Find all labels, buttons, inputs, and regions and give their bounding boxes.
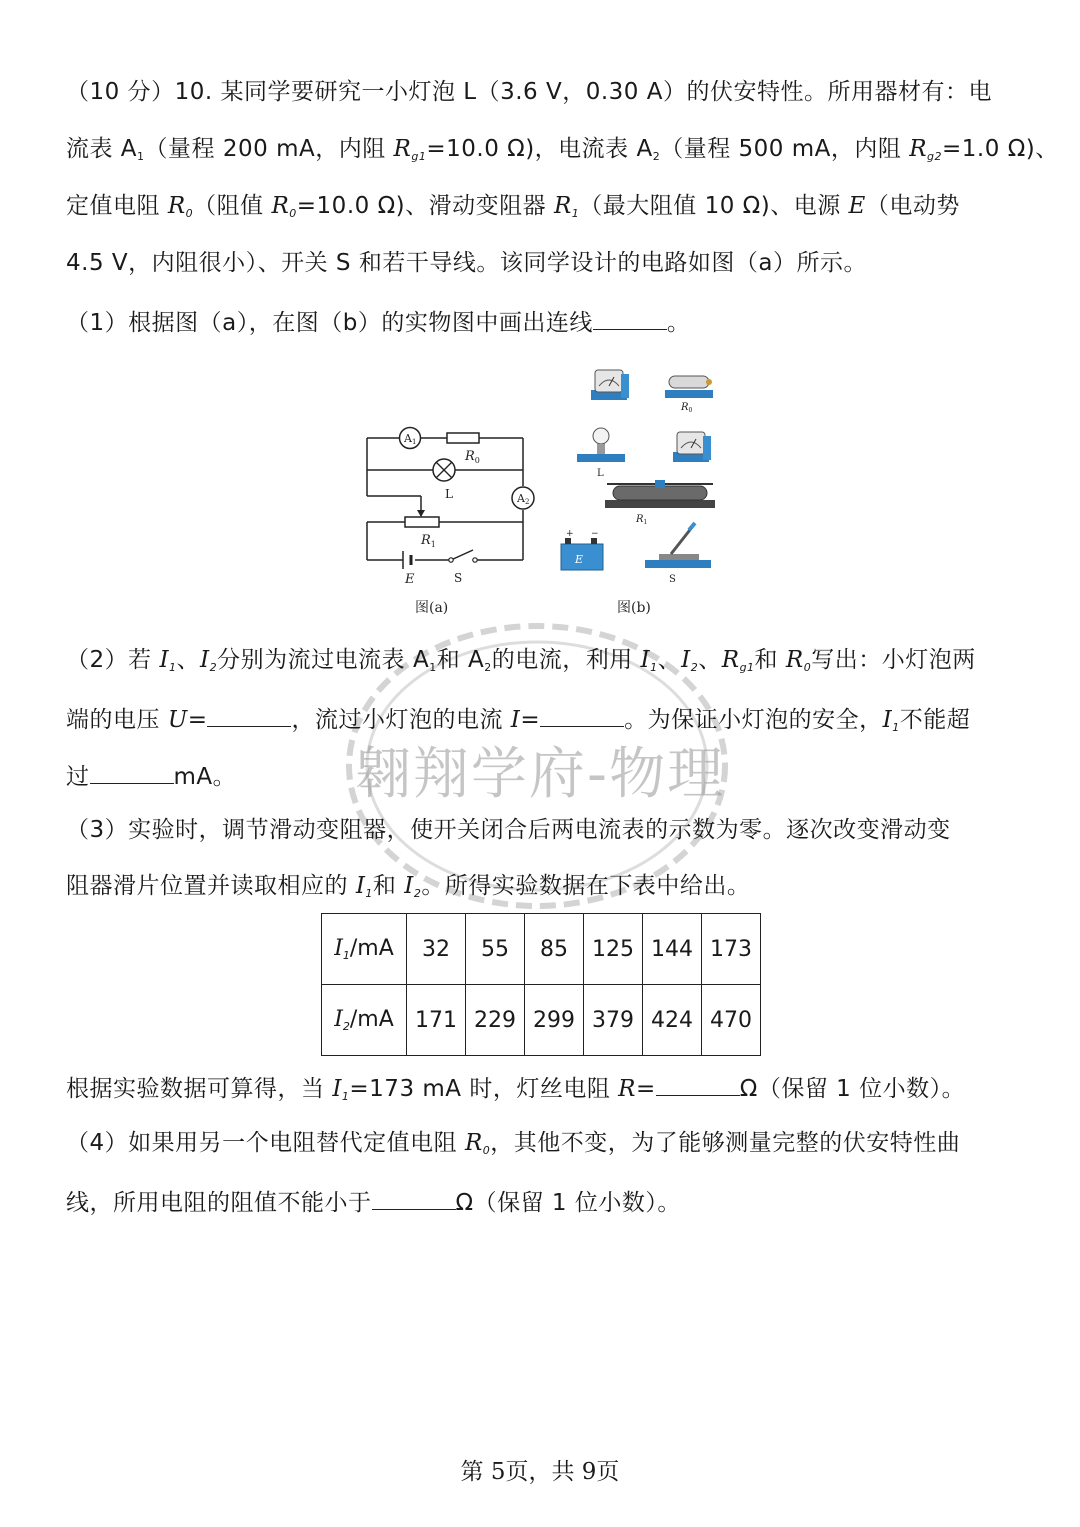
- question-line-1: （10 分）10. 某同学要研究一小灯泡 L（3.6 V，0.30 A）的伏安特性。所用器材有：电: [66, 79, 992, 105]
- part2-line-3: 过 mA。: [66, 759, 236, 792]
- table-header-i2: $I_2/mA$: [322, 985, 407, 1056]
- table-row-i1: [322, 914, 761, 985]
- resistor-r0-symbol: [447, 433, 480, 465]
- table-cell: 379: [584, 985, 643, 1056]
- switch-s-symbol: [449, 558, 477, 585]
- table-cell: 85: [525, 914, 584, 985]
- table-cell: 173: [702, 914, 761, 985]
- lamp-l-symbol: [433, 459, 455, 501]
- part4-line-1: （4）如果用另一个电阻替代定值电阻 $R_0$，其他不变，为了能够测量完整的伏安特性曲: [66, 1130, 961, 1157]
- answer-blank-current[interactable]: [540, 702, 624, 727]
- svg-text:R0: $R_0$: [681, 402, 693, 414]
- page-footer: 第 5页，共 9页: [460, 1459, 620, 1485]
- apparatus-ammeter-2: [673, 432, 711, 462]
- table-cell: 55: [466, 914, 525, 985]
- table-cell: 424: [643, 985, 702, 1056]
- caption-b: 图(b): [617, 600, 651, 616]
- table-cell: 125: [584, 914, 643, 985]
- apparatus-lamp: [577, 428, 625, 479]
- apparatus-resistor-r0: [665, 376, 713, 414]
- svg-text:+: +: [566, 529, 574, 539]
- part3-line-3: 根据实验数据可算得，当 $I_1=173$ mA 时，灯丝电阻 R= Ω（保留 1 位小数）。: [66, 1071, 965, 1112]
- figure-area: [355, 360, 725, 620]
- answer-blank-resistance[interactable]: [656, 1071, 740, 1096]
- svg-text:A2: A2: [517, 492, 530, 506]
- table-cell: 470: [702, 985, 761, 1056]
- table-cell: 229: [466, 985, 525, 1056]
- apparatus-ammeter-1: [591, 370, 629, 400]
- table-cell: 171: [407, 985, 466, 1056]
- part2-line-1: （2）若 $I_1$、$I_2$分别为流过电流表 A1和 A2的电流，利用 $I_1$、$I_2$、$R_{g1}$和 $R_0$写出：小灯泡两: [66, 647, 976, 674]
- table-cell: 144: [643, 914, 702, 985]
- apparatus-battery: [561, 529, 603, 570]
- answer-blank-min-resistance[interactable]: [372, 1185, 456, 1210]
- svg-text:A1: A1: [404, 432, 417, 446]
- svg-text:S: S: [669, 574, 676, 585]
- answer-blank-1[interactable]: [593, 305, 667, 330]
- svg-text:E: E: [405, 572, 415, 587]
- watermark-text: 翱翔学府-物理: [354, 742, 726, 807]
- answer-blank-voltage[interactable]: [207, 702, 291, 727]
- apparatus-rheostat-r1: [605, 480, 715, 526]
- part3-line-2: 阻器滑片位置并读取相应的 $I_1$和 $I_2$。所得实验数据在下表中给出。: [66, 873, 751, 900]
- part2-line-2: 端的电压 U= ，流过小灯泡的电流 I= 。为保证小灯泡的安全，$I_1$不能超: [66, 702, 970, 743]
- table-cell: 299: [525, 985, 584, 1056]
- data-table: [321, 913, 761, 1056]
- answer-blank-max-i1[interactable]: [90, 759, 174, 784]
- svg-text:L: L: [445, 487, 453, 501]
- svg-text:R0: $R_0$: [465, 449, 480, 465]
- question-line-3: 定值电阻 $R_0$（阻值 $R_0=10.0$ Ω)、滑动变阻器 $R_1$（最大阻值 10 Ω)、电源 E（电动势: [66, 193, 960, 220]
- rheostat-r1-symbol: [405, 510, 439, 549]
- svg-text:L: L: [597, 468, 604, 479]
- question-line-2: 流表 A1（量程 200 mA，内阻 $R_{g1}=10.0$ Ω)，电流表 A2（量程 500 mA，内阻 $R_{g2}=1.0$ Ω)、: [66, 136, 1059, 163]
- ammeter-a2-symbol: [512, 487, 534, 509]
- svg-text:E: E: [575, 553, 584, 566]
- svg-text:−: −: [591, 529, 599, 539]
- table-cell: 32: [407, 914, 466, 985]
- ammeter-a1-symbol: [400, 428, 421, 449]
- apparatus-switch: [645, 523, 711, 585]
- table-header-i1: $I_1/mA$: [322, 914, 407, 985]
- part3-line-1: （3）实验时，调节滑动变阻器，使开关闭合后两电流表的示数为零。逐次改变滑动变: [66, 817, 951, 843]
- caption-a: 图(a): [415, 600, 449, 616]
- battery-e-symbol: [403, 551, 415, 587]
- part1-line: （1）根据图（a），在图（b）的实物图中画出连线 。: [66, 305, 690, 338]
- question-line-4: 4.5 V，内阻很小）、开关 S 和若干导线。该同学设计的电路如图（a）所示。: [66, 250, 867, 276]
- svg-text:R1: $R_1$: [636, 514, 648, 526]
- part4-line-2: 线，所用电阻的阻值不能小于 Ω（保留 1 位小数）。: [66, 1185, 681, 1218]
- svg-text:S: S: [454, 571, 463, 585]
- table-row-i2: [322, 985, 761, 1056]
- svg-text:R1: $R_1$: [421, 533, 436, 549]
